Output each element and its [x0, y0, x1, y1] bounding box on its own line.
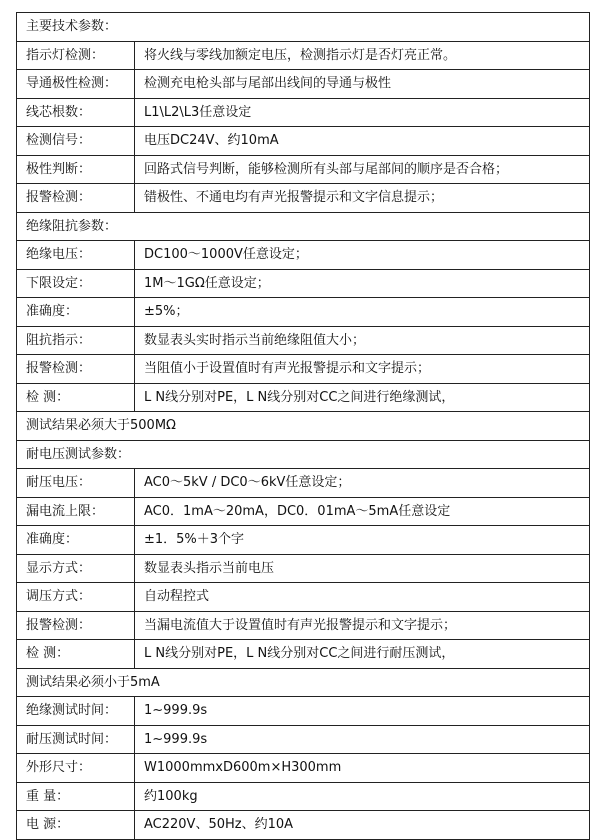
table-row	[17, 469, 590, 498]
param-value: AC220V、50Hz、约10A	[135, 811, 590, 840]
section-title: 绝缘阻抗参数：	[17, 212, 590, 241]
table-row	[17, 782, 590, 811]
param-label: 极性判断：	[17, 155, 135, 184]
param-label: 准确度：	[17, 298, 135, 327]
param-label: 漏电流上限：	[17, 497, 135, 526]
param-label: 耐压电压：	[17, 469, 135, 498]
param-label: 导通极性检测：	[17, 70, 135, 99]
param-value: 错极性、不通电均有声光报警提示和文字信息提示；	[135, 184, 590, 213]
param-label: 阻抗指示：	[17, 326, 135, 355]
spec-table	[16, 12, 590, 840]
table-row	[17, 697, 590, 726]
param-value: 数显表头实时指示当前绝缘阻值大小；	[135, 326, 590, 355]
param-label: 调压方式：	[17, 583, 135, 612]
param-label: 检 测：	[17, 383, 135, 412]
table-row	[17, 298, 590, 327]
table-row	[17, 41, 590, 70]
param-label: 绝缘电压：	[17, 241, 135, 270]
table-row	[17, 326, 590, 355]
param-value: 检测充电枪头部与尾部出线间的导通与极性	[135, 70, 590, 99]
table-row	[17, 98, 590, 127]
param-value: 1M～1GΩ任意设定；	[135, 269, 590, 298]
param-label: 绝缘测试时间：	[17, 697, 135, 726]
param-label: 耐压测试时间：	[17, 725, 135, 754]
table-row	[17, 355, 590, 384]
param-value: 1~999.9s	[135, 697, 590, 726]
param-value: 将火线与零线加额定电压，检测指示灯是否灯亮正常。	[135, 41, 590, 70]
table-row	[17, 640, 590, 669]
param-value: AC0．1mA～20mA，DC0．01mA～5mA任意设定	[135, 497, 590, 526]
param-value: L N线分别对PE，L N线分别对CC之间进行绝缘测试，	[135, 383, 590, 412]
table-row	[17, 269, 590, 298]
section-title: 测试结果必须小于5mA	[17, 668, 590, 697]
section-title: 测试结果必须大于500MΩ	[17, 412, 590, 441]
param-value: AC0～5kV / DC0～6kV任意设定；	[135, 469, 590, 498]
param-value: ±1．5%＋3个字	[135, 526, 590, 555]
section-header-row	[17, 412, 590, 441]
param-label: 线芯根数：	[17, 98, 135, 127]
table-row	[17, 611, 590, 640]
table-row	[17, 155, 590, 184]
param-label: 下限设定：	[17, 269, 135, 298]
param-value: 当阻值小于设置值时有声光报警提示和文字提示；	[135, 355, 590, 384]
param-label: 准确度：	[17, 526, 135, 555]
section-header-row	[17, 440, 590, 469]
param-label: 报警检测：	[17, 355, 135, 384]
param-label: 重 量：	[17, 782, 135, 811]
table-row	[17, 241, 590, 270]
table-row	[17, 554, 590, 583]
section-title: 主要技术参数：	[17, 13, 590, 42]
param-value: L N线分别对PE，L N线分别对CC之间进行耐压测试，	[135, 640, 590, 669]
table-row	[17, 583, 590, 612]
param-value: 当漏电流值大于设置值时有声光报警提示和文字提示；	[135, 611, 590, 640]
param-label: 电 源：	[17, 811, 135, 840]
param-value: W1000mmxD600m×H300mm	[135, 754, 590, 783]
param-label: 外形尺寸：	[17, 754, 135, 783]
param-label: 报警检测：	[17, 184, 135, 213]
param-label: 报警检测：	[17, 611, 135, 640]
param-label: 检测信号：	[17, 127, 135, 156]
param-value: 数显表头指示当前电压	[135, 554, 590, 583]
param-label: 指示灯检测：	[17, 41, 135, 70]
table-row	[17, 725, 590, 754]
table-row	[17, 127, 590, 156]
section-header-row	[17, 212, 590, 241]
table-row	[17, 383, 590, 412]
table-row	[17, 497, 590, 526]
param-value: 电压DC24V、约10mA	[135, 127, 590, 156]
param-value: 回路式信号判断，能够检测所有头部与尾部间的顺序是否合格；	[135, 155, 590, 184]
param-value: 约100kg	[135, 782, 590, 811]
param-value: L1\L2\L3任意设定	[135, 98, 590, 127]
param-value: ±5%；	[135, 298, 590, 327]
param-value: 1~999.9s	[135, 725, 590, 754]
param-label: 显示方式：	[17, 554, 135, 583]
table-row	[17, 754, 590, 783]
param-label: 检 测：	[17, 640, 135, 669]
param-value: DC100～1000V任意设定；	[135, 241, 590, 270]
table-row	[17, 526, 590, 555]
section-title: 耐电压测试参数：	[17, 440, 590, 469]
param-value: 自动程控式	[135, 583, 590, 612]
section-header-row	[17, 13, 590, 42]
spec-table-body	[17, 13, 590, 840]
table-row	[17, 184, 590, 213]
section-header-row	[17, 668, 590, 697]
table-row	[17, 70, 590, 99]
